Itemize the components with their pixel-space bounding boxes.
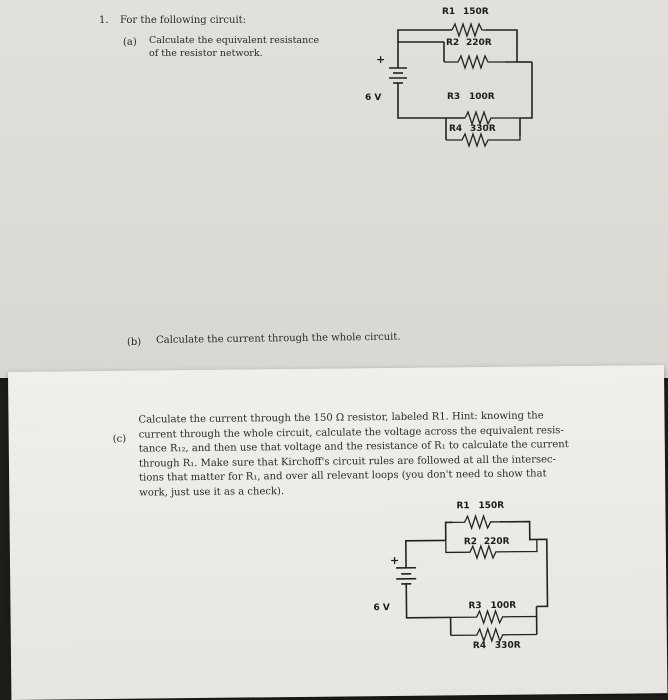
resistor-r3-symbol bbox=[451, 610, 537, 623]
resistor-r1-symbol bbox=[452, 24, 486, 36]
resistor-r3-value: 100R bbox=[469, 92, 495, 102]
part-a-line: Calculate the equivalent resistance bbox=[149, 35, 320, 46]
battery-symbol bbox=[389, 60, 407, 90]
resistor-r4-symbol bbox=[446, 134, 520, 146]
resistor-r4-symbol bbox=[451, 628, 537, 641]
resistor-r4-value: 330R bbox=[470, 124, 496, 134]
question-number: 1. bbox=[99, 15, 109, 26]
resistor-r3-value: 100R bbox=[490, 600, 517, 611]
resistor-r3-name: R3 bbox=[447, 92, 461, 102]
worksheet-page-bottom bbox=[8, 365, 667, 700]
part-c-label: (c) bbox=[112, 433, 127, 445]
resistor-r2-name: R2 bbox=[446, 38, 460, 48]
part-c-line: Calculate the current through the 150 Ω resistor, labeled R1. Hint: knowing the bbox=[138, 410, 544, 426]
resistor-r4-name: R4 bbox=[472, 641, 487, 652]
plus-sign: + bbox=[376, 53, 386, 66]
circuit-diagram-2 bbox=[8, 365, 667, 700]
resistor-r1-value: 150R bbox=[463, 7, 489, 17]
part-a-label: (a) bbox=[123, 37, 137, 48]
part-a-line: of the resistor network. bbox=[149, 48, 263, 59]
part-c-line: through R₁. Make sure that Kirchoff's circuit rules are followed at all the intersec- bbox=[138, 453, 557, 470]
circuit-wires bbox=[398, 30, 532, 140]
resistor-r3-symbol bbox=[465, 112, 520, 124]
battery-voltage-label: 6 V bbox=[373, 603, 390, 614]
question-intro: For the following circuit: bbox=[120, 15, 247, 26]
part-c-line: tions that matter for R₁, and over all relevant loops (you don't need to show that bbox=[139, 468, 547, 484]
resistor-r2-value: 220R bbox=[483, 536, 510, 548]
resistor-r1-name: R1 bbox=[442, 7, 456, 17]
resistor-r1-symbol bbox=[453, 516, 500, 528]
resistor-r3-name: R3 bbox=[468, 601, 482, 612]
part-c-line: tance R₁₂, and then use that voltage and the resistance of R₁ to calculate the current bbox=[138, 439, 569, 455]
resistor-r1-value: 150R bbox=[478, 500, 505, 512]
resistor-r2-symbol bbox=[444, 56, 505, 68]
battery-voltage-label: 6 V bbox=[365, 93, 382, 103]
resistor-r4-name: R4 bbox=[449, 124, 463, 134]
resistor-r2-value: 220R bbox=[466, 38, 492, 48]
part-b-text: Calculate the current through the whole circuit. bbox=[156, 331, 401, 346]
plus-sign: + bbox=[389, 553, 400, 568]
part-b-label: (b) bbox=[127, 337, 142, 348]
resistor-r1-name: R1 bbox=[456, 501, 470, 512]
part-c-line: current through the whole circuit, calculate the voltage across the equivalent resis- bbox=[138, 424, 564, 441]
part-c-line: work, just use it as a check). bbox=[139, 485, 285, 499]
resistor-r2-name: R2 bbox=[463, 537, 478, 548]
resistor-r4-value: 330R bbox=[494, 640, 521, 651]
